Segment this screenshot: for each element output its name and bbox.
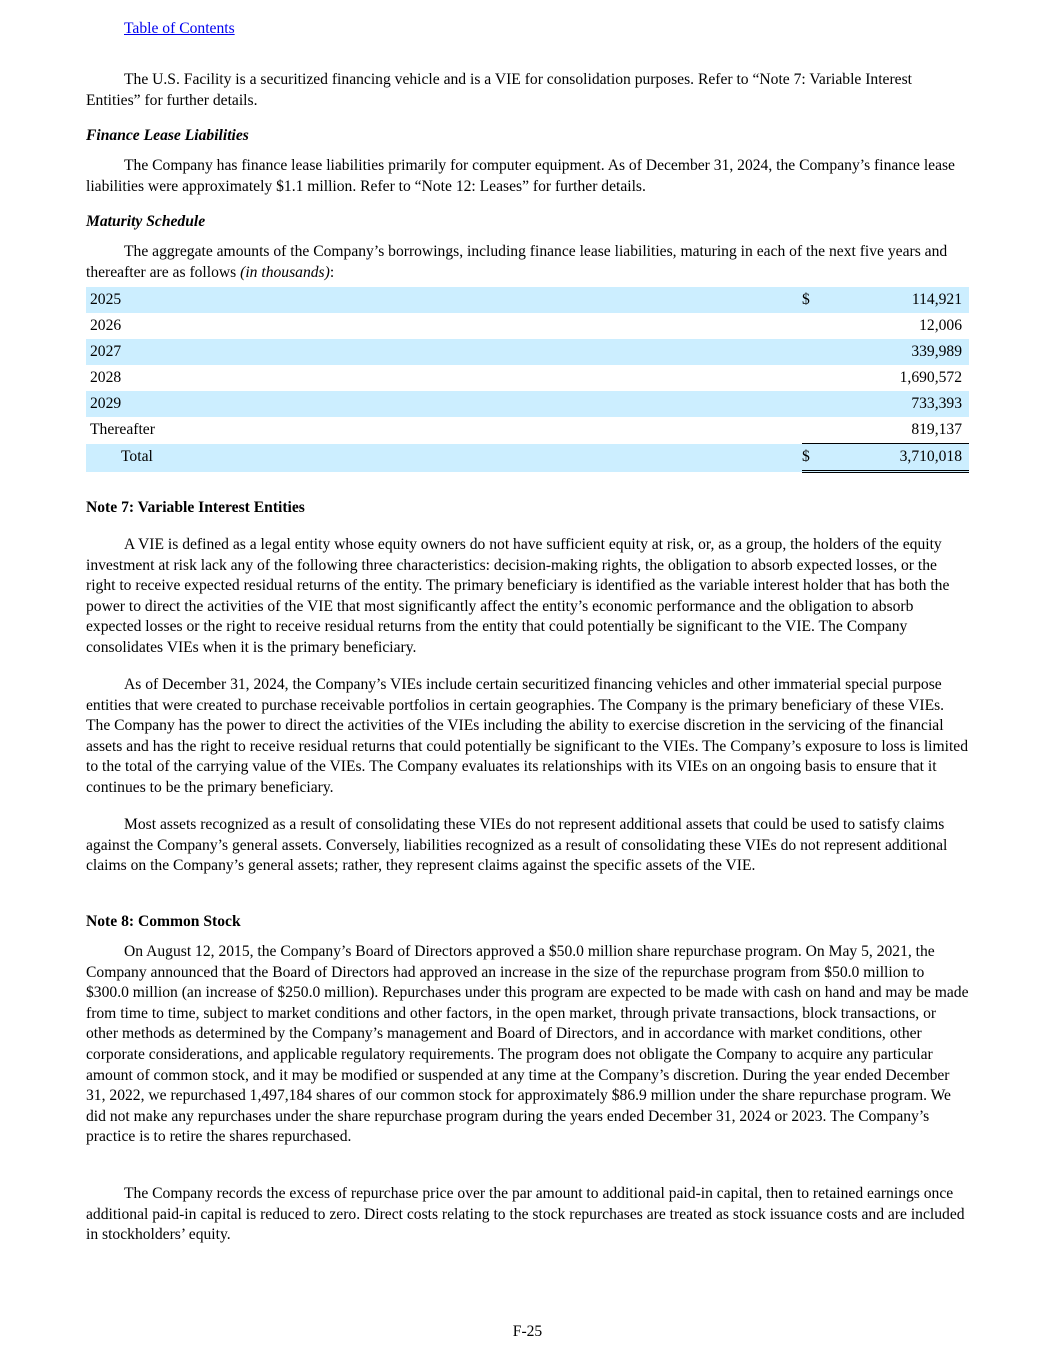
- row-label: 2028: [90, 368, 122, 386]
- table-of-contents-link[interactable]: Table of Contents: [124, 20, 235, 37]
- intro-paragraph: The U.S. Facility is a securitized financing vehicle and is a VIE for consolidation purposes. Refer to “Note 7: Variable Interest Entities” for further details.: [86, 71, 912, 109]
- finance-lease-paragraph: The Company has finance lease liabilities primarily for computer equipment. As of December 31, 2024, the Company’s finance lease liabilities were approximately $1.1 million. Refer to “Note 12: Leases” for further details.: [86, 157, 955, 195]
- note8-paragraph-1: On August 12, 2015, the Company’s Board of Directors approved a $50.0 million share repurchase program. On May 5, 2021, the Company announced that the Board of Directors had approved an increase in the size of the repurchase program from $50.0 million to $300.0 million (an increase of $250.0 million). Repurchases under this program are expected to be made with cash on hand and may be made from time to time, subject to market conditions and other factors, in the open market, through private transactions, block transactions, or other methods as determined by the Company’s management and Board of Directors, and in accordance with market conditions, other corporate considerations, and applicable regulatory requirements. The program does not obligate the Company to acquire any particular amount of common stock, and it may be modified or suspended at any time at the Company’s discretion. During the year ended December 31, 2022, we repurchased 1,497,184 shares of our common stock for approximately $86.9 million under the share repurchase program. We did not make any repurchases under the share repurchase program during the years ended December 31, 2024 or 2023. The Company’s practice is to retire the shares repurchased.: [86, 943, 969, 1146]
- note7-heading: Note 7: Variable Interest Entities: [86, 499, 305, 516]
- currency-symbol: $: [802, 444, 822, 472]
- row-value: 12,006: [919, 316, 962, 334]
- row-value: 733,393: [822, 391, 969, 417]
- note7-paragraph-1: A VIE is defined as a legal entity whose equity owners do not have sufficient equity at risk, or, as a group, the holders of the equity investment at risk lack any of the following three characteristics: decision-making rights, the obligation to absorb expected losses, or the right to receive expected residual returns of the entity. The primary beneficiary is identified as the variable interest holder that has both the power to direct the activities of the VIE that most significantly affect the entity’s economic performance and the obligation to absorb expected losses or the right to receive residual returns from the entity that could potentially be significant to the VIE. The Company consolidates VIEs when it is the primary beneficiary.: [86, 536, 950, 656]
- page-number: F-25: [512, 1323, 543, 1340]
- row-label: Thereafter: [90, 420, 155, 438]
- maturity-table: [86, 287, 969, 473]
- total-value: 3,710,018: [822, 444, 969, 472]
- row-label: 2029: [86, 391, 802, 417]
- row-value: 819,137: [911, 420, 962, 438]
- table-row: [86, 365, 969, 391]
- table-row: [86, 287, 969, 313]
- note8-heading: Note 8: Common Stock: [86, 913, 241, 930]
- row-label: 2027: [86, 339, 802, 365]
- row-value: 1,690,572: [899, 368, 962, 386]
- table-row: [86, 339, 969, 365]
- note7-paragraph-2: As of December 31, 2024, the Company’s VIEs include certain securitized financing vehicles and other immaterial special purpose entities that were created to purchase receivable portfolios in certain geographies. The Company is the primary beneficiary of these VIEs. The Company has the power to direct the activities of the VIEs including the ability to exercise discretion in the servicing of the financial assets and has the right to receive residual returns that could potentially be significant to the VIEs. The Company’s exposure to loss is limited to the total of the carrying value of the VIEs. The Company evaluates its relationships with its VIEs on an ongoing basis to ensure that it continues to be the primary beneficiary.: [86, 676, 969, 796]
- in-thousands-note: (in thousands): [240, 263, 330, 281]
- maturity-paragraph: The aggregate amounts of the Company’s borrowings, including finance lease liabilities, maturing in each of the next five years and thereafter are as follows (in thousands):: [86, 243, 948, 281]
- currency-symbol: $: [802, 287, 822, 313]
- finance-lease-heading: Finance Lease Liabilities: [86, 127, 249, 144]
- note8-paragraph-2: The Company records the excess of repurchase price over the par amount to additional paid-in capital, then to retained earnings once additional paid-in capital is reduced to zero. Direct costs relating to the stock repurchases are treated as stock issuance costs and are included in stockholders’ equity.: [86, 1185, 965, 1244]
- row-value: 339,989: [822, 339, 969, 365]
- row-value: 114,921: [822, 287, 969, 313]
- total-label: Total: [86, 444, 802, 472]
- table-row: [86, 417, 969, 444]
- row-label: 2026: [90, 316, 122, 334]
- note7-paragraph-3: Most assets recognized as a result of consolidating these VIEs do not represent additional assets that could be used to satisfy claims against the Company’s general assets. Conversely, liabilities recognized as a result of consolidating these VIEs do not represent additional claims on the Company’s general assets; rather, they represent claims against the specific assets of the VIE.: [86, 816, 948, 875]
- total-row: [86, 444, 969, 472]
- row-label: 2025: [86, 287, 802, 313]
- maturity-heading: Maturity Schedule: [86, 213, 206, 230]
- table-row: [86, 313, 969, 339]
- table-row: [86, 391, 969, 417]
